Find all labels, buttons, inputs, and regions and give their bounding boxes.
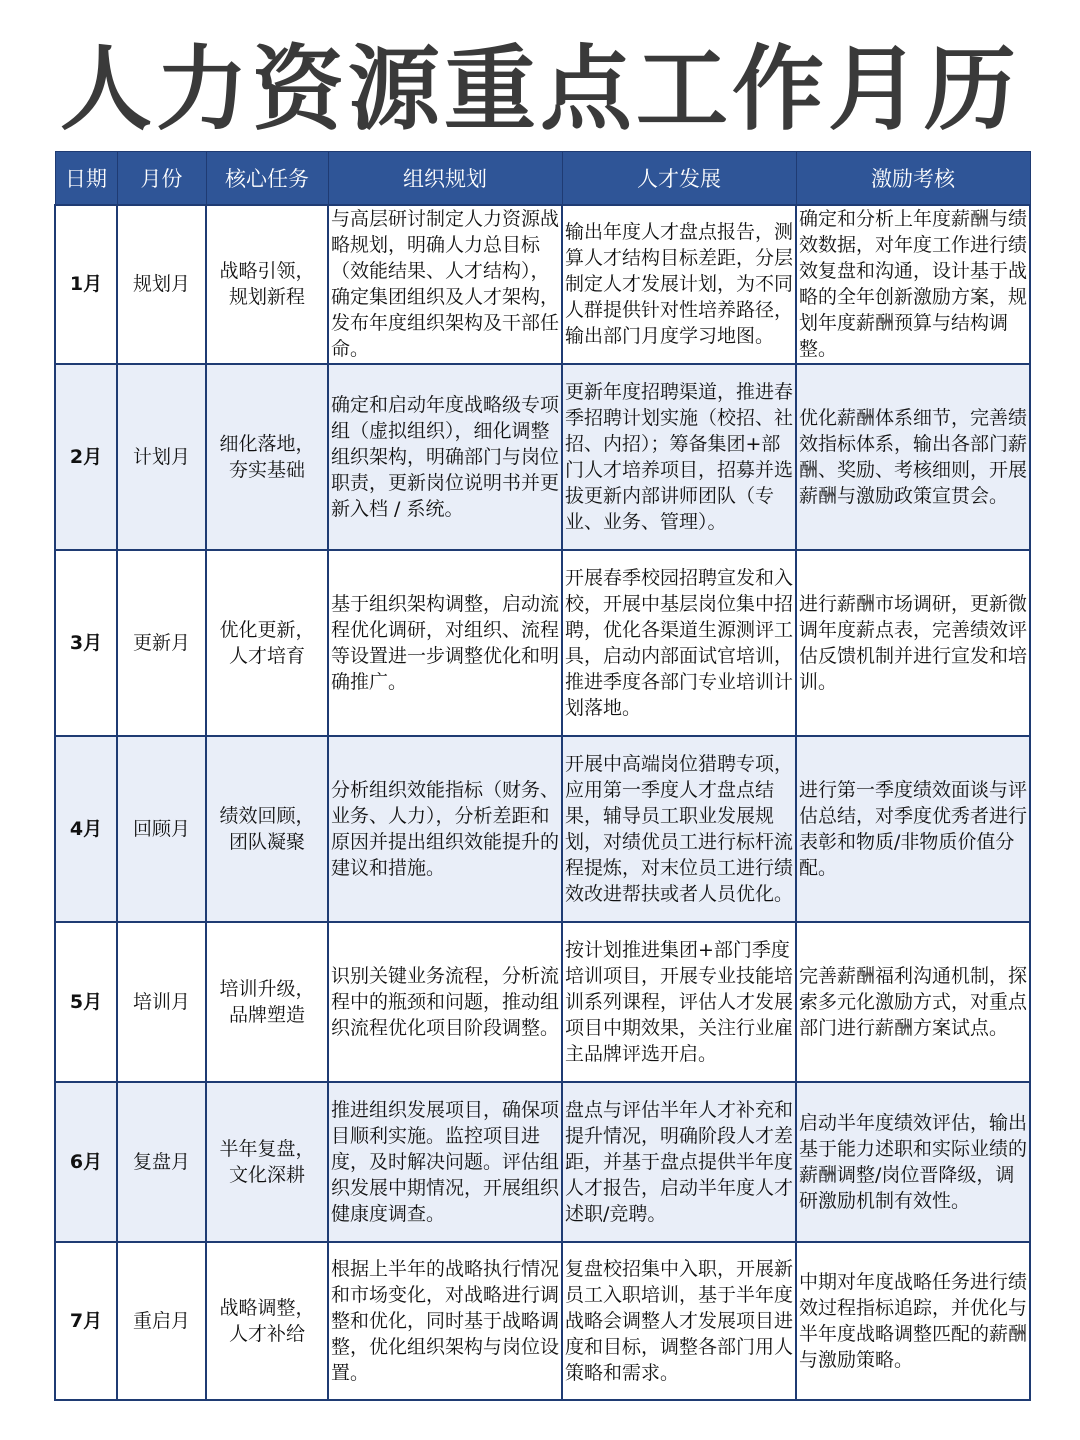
core-task-cell: 战略调整，人才补给 [206, 1242, 328, 1400]
core-task-cell: 培训升级，品牌塑造 [206, 922, 328, 1082]
header-date: 日期 [55, 152, 117, 205]
header-row [55, 152, 1030, 205]
core-task-cell: 绩效回顾，团队凝聚 [206, 736, 328, 922]
talent-development-cell: 盘点与评估半年人才补充和提升情况，明确阶段人才差距，并基于盘点提供半年度人才报告，启动半年度人才述职/竞聘。 [562, 1082, 796, 1242]
org-planning-cell: 与高层研讨制定人力资源战略规划，明确人力总目标（效能结果、人才结构），确定集团组织及人才架构，发布年度组织架构及干部任命。 [328, 205, 562, 364]
core-task-cell: 细化落地，夯实基础 [206, 364, 328, 550]
month-cell: 复盘月 [117, 1082, 206, 1242]
org-planning-cell: 确定和启动年度战略级专项组（虚拟组织），细化调整组织架构，明确部门与岗位职责，更新岗位说明书并更新入档 / 系统。 [328, 364, 562, 550]
org-planning-cell: 根据上半年的战略执行情况和市场变化，对战略进行调整和优化，同时基于战略调整，优化组织架构与岗位设置。 [328, 1242, 562, 1400]
month-cell: 培训月 [117, 922, 206, 1082]
month-cell: 计划月 [117, 364, 206, 550]
talent-development-cell: 开展中高端岗位猎聘专项，应用第一季度人才盘点结果，辅导员工职业发展规划，对绩优员工进行标杆流程提炼，对末位员工进行绩效改进帮扶或者人员优化。 [562, 736, 796, 922]
page-title: 人力资源重点工作月历 [59, 36, 1020, 143]
header-org-planning: 组织规划 [328, 152, 562, 205]
month-cell: 回顾月 [117, 736, 206, 922]
core-task-cell: 半年复盘，文化深耕 [206, 1082, 328, 1242]
incentive-cell: 启动半年度绩效评估，输出基于能力述职和实际业绩的薪酬调整/岗位晋降级，调研激励机制有效性。 [796, 1082, 1030, 1242]
table-row [55, 550, 1030, 736]
table-row [55, 922, 1030, 1082]
date-cell: 6月 [55, 1082, 117, 1242]
talent-development-cell: 输出年度人才盘点报告，测算人才结构目标差距，分层制定人才发展计划，为不同人群提供针对性培养路径，输出部门月度学习地图。 [562, 205, 796, 364]
month-cell: 重启月 [117, 1242, 206, 1400]
table-row [55, 364, 1030, 550]
org-planning-cell: 识别关键业务流程，分析流程中的瓶颈和问题，推动组织流程优化项目阶段调整。 [328, 922, 562, 1082]
table-row [55, 736, 1030, 922]
incentive-cell: 完善薪酬福利沟通机制，探索多元化激励方式，对重点部门进行薪酬方案试点。 [796, 922, 1030, 1082]
org-planning-cell: 推进组织发展项目，确保项目顺利实施。监控项目进度，及时解决问题。评估组织发展中期情况，开展组织健康度调查。 [328, 1082, 562, 1242]
date-cell: 3月 [55, 550, 117, 736]
table-row [55, 1082, 1030, 1242]
header-incentive: 激励考核 [796, 152, 1030, 205]
org-planning-cell: 基于组织架构调整，启动流程优化调研，对组织、流程等设置进一步调整优化和明确推广。 [328, 550, 562, 736]
core-task-cell: 战略引领，规划新程 [206, 205, 328, 364]
talent-development-cell: 按计划推进集团+部门季度培训项目，开展专业技能培训系列课程，评估人才发展项目中期效果，关注行业雇主品牌评选开启。 [562, 922, 796, 1082]
date-cell: 7月 [55, 1242, 117, 1400]
date-cell: 1月 [55, 205, 117, 364]
hr-calendar-table [54, 151, 1031, 1401]
month-cell: 规划月 [117, 205, 206, 364]
core-task-cell: 优化更新，人才培育 [206, 550, 328, 736]
incentive-cell: 确定和分析上年度薪酬与绩效数据，对年度工作进行绩效复盘和沟通，设计基于战略的全年创新激励方案，规划年度薪酬预算与结构调整。 [796, 205, 1030, 364]
talent-development-cell: 更新年度招聘渠道，推进春季招聘计划实施（校招、社招、内招）；筹备集团+部门人才培养项目，招募并选拔更新内部讲师团队（专业、业务、管理）。 [562, 364, 796, 550]
incentive-cell: 中期对年度战略任务进行绩效过程指标追踪，并优化与半年度战略调整匹配的薪酬与激励策略。 [796, 1242, 1030, 1400]
header-month: 月份 [117, 152, 206, 205]
date-cell: 2月 [55, 364, 117, 550]
header-core-task: 核心任务 [206, 152, 328, 205]
table-row [55, 1242, 1030, 1400]
incentive-cell: 进行薪酬市场调研，更新微调年度薪点表，完善绩效评估反馈机制并进行宣发和培训。 [796, 550, 1030, 736]
talent-development-cell: 开展春季校园招聘宣发和入校，开展中基层岗位集中招聘，优化各渠道生源测评工具，启动内部面试官培训，推进季度各部门专业培训计划落地。 [562, 550, 796, 736]
org-planning-cell: 分析组织效能指标（财务、业务、人力），分析差距和原因并提出组织效能提升的建议和措施。 [328, 736, 562, 922]
table-row [55, 205, 1030, 364]
incentive-cell: 进行第一季度绩效面谈与评估总结，对季度优秀者进行表彰和物质/非物质价值分配。 [796, 736, 1030, 922]
incentive-cell: 优化薪酬体系细节，完善绩效指标体系，输出各部门薪酬、奖励、考核细则，开展薪酬与激励政策宣贯会。 [796, 364, 1030, 550]
header-talent-development: 人才发展 [562, 152, 796, 205]
month-cell: 更新月 [117, 550, 206, 736]
talent-development-cell: 复盘校招集中入职，开展新员工入职培训，基于半年度战略会调整人才发展项目进度和目标，调整各部门用人策略和需求。 [562, 1242, 796, 1400]
date-cell: 5月 [55, 922, 117, 1082]
date-cell: 4月 [55, 736, 117, 922]
